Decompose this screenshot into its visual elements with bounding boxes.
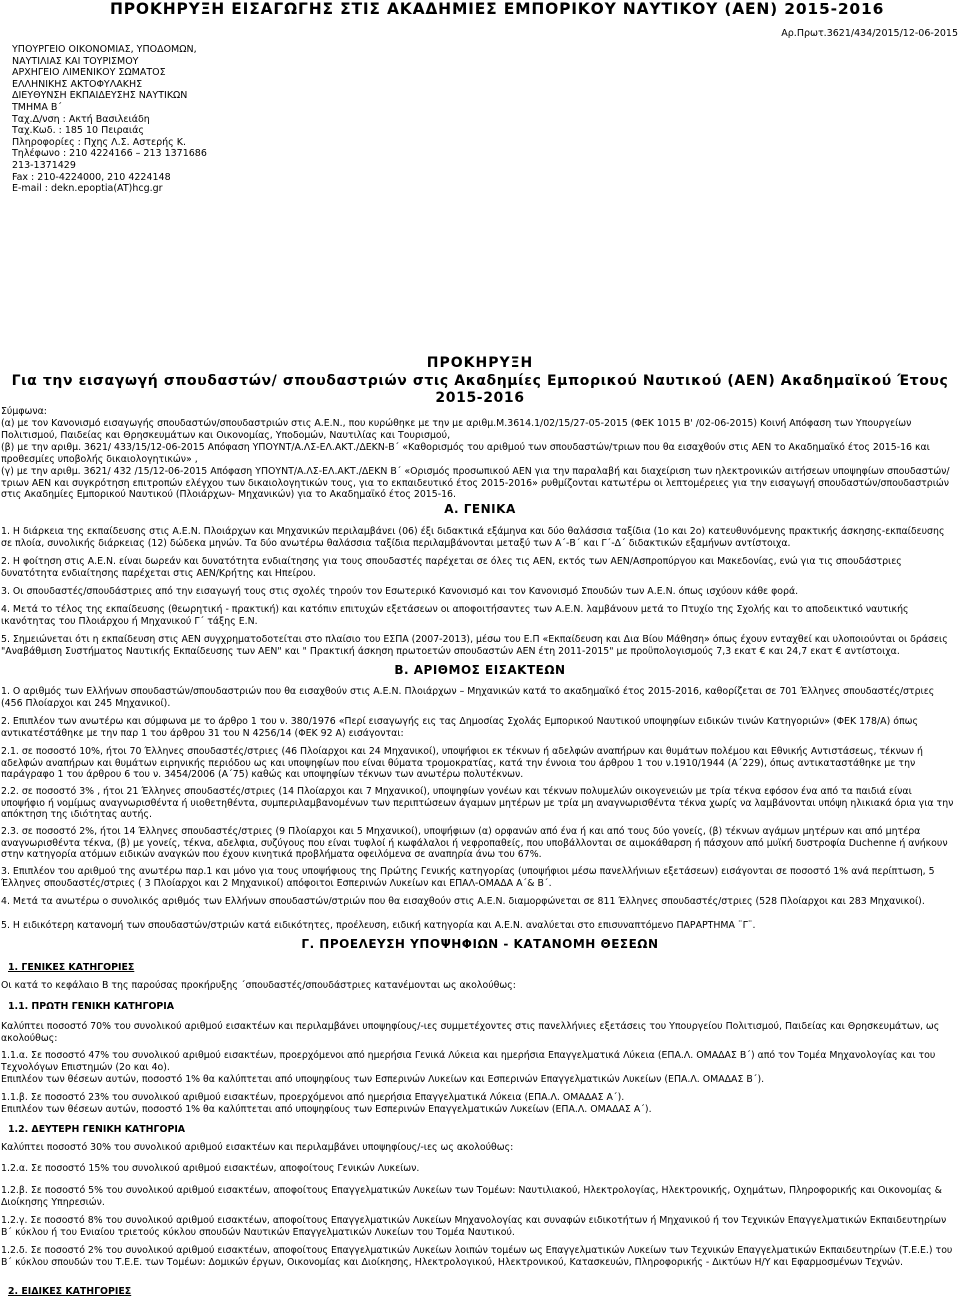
address-line: Ταχ.Κωδ. : 185 10 Πειραιάς bbox=[12, 125, 144, 137]
special-categories-heading: 2. ΕΙΔΙΚΕΣ ΚΑΤΗΓΟΡΙΕΣ bbox=[8, 1286, 132, 1297]
section-a-paragraph: 5. Σημειώνεται ότι η εκπαίδευση στις ΑΕΝ συγχρηματοδοτείται στο πλαίσιο του ΕΣΠΑ (2007-2013), μέσω του Ε.Π «Εκπαίδευση και Δια Βίου Μάθηση» όπως έχουν ενταχθεί και υλοποιούνται οι δράσεις "Αναβάθμιση Συστήματος Ναυτικής Εκπαίδευσης των ΑΕΝ" και " Πρακτική άσκηση πρωτοετών σπουδαστών ΑΕΝ έτη 2011-2015" με προϋπολογισμούς 7,3 εκατ € και 24,7 εκατ € αντίστοιχα. bbox=[1, 634, 948, 657]
address-line: Fax : 210-4224000, 210 4224148 bbox=[12, 171, 171, 183]
address-line: Πληροφορίες : Πχης Λ.Σ. Αστερής Κ. bbox=[12, 136, 186, 148]
section-a-paragraph: 4. Μετά το τέλος της εκπαίδευσης (θεωρητική - πρακτική) και κατόπιν επιτυχών εξετάσεων οι αποφοιτήσαντες των Α.Ε.Ν. λαμβάνουν μετά το Πτυχίο της Σχολής και το αποδεικτικό ναυτικής ικανότητας του Πλοιάρχου ή Μηχανικού Γ΄ τάξης Ε.Ν. bbox=[1, 604, 909, 627]
section-b-paragraph: 2.3. σε ποσοστό 2%, ήτοι 14 Έλληνες σπουδαστές/στριες (9 Πλοίαρχοι και 5 Μηχανικοί), υποψήφιων (α) ορφανών από ένα ή και από τους δύο γονείς, (β) τέκνων αγάμων μητέρων και από μητέρα αναγνωρισθέντα τέκνα, (β) με γονείς, τέκνα, αδελφια, συζύγους που είναι τυφλοί ή κωφάλαλοι ή νεφροπαθείς, που υποβάλλονται σε αιμοκάθαρση ή πάσχουν από μυϊκή δυστροφία Duchenne ή ανήκουν στην κατηγορία ατόμων ειδικών αναγκών που έχουν κινητικά προβλήματα οφειλόμενα σε αναπηρία άνω του 67%. bbox=[1, 826, 948, 861]
address-line: 213-1371429 bbox=[12, 159, 76, 171]
section-a-paragraph: 1. Η διάρκεια της εκπαίδευσης στις Α.Ε.Ν. Πλοιάρχων και Μηχανικών περιλαμβάνει (06) έξι διδακτικά εξάμηνα και δύο θαλάσσια ταξίδια (1ο και 2ο) κατευθυνόμενης πρακτικής άσκησης-εκπαίδευσης σε πλοία, συνολικής διάρκειας (12) δώδεκα μηνών. Τα δύο ανωτέρω θαλάσσια ταξίδια περιλαμβάνονται μεταξύ των Α΄-Β΄ και Γ΄-Δ΄ διδακτικών εξαμήνων αντίστοιχα. bbox=[1, 526, 945, 549]
section-a-paragraph: 2. Η φοίτηση στις Α.Ε.Ν. είναι δωρεάν και δυνατότητα ενδιαίτησης για τους σπουδαστές παρέχεται σε όλες τις ΑΕΝ, εκτός των ΑΕΝ/Ασπροπύργου και Μακεδονίας, ενώ για τις σπουδάστριες δυνατότητα ενδιαίτησης παρέχεται στις ΑΕΝ/Κρήτης και Ηπείρου. bbox=[1, 556, 902, 579]
address-line: ΝΑΥΤΙΛΙΑΣ ΚΑΙ ΤΟΥΡΙΣΜΟΥ bbox=[12, 55, 139, 67]
item-1-2-d: 1.2.δ. Σε ποσοστό 2% του συνολικού αριθμού εισακτέων, αποφοίτους Επαγγελματικών Λυκείων λοιπών τομέων ως Επαγγελματικών Λυκείων των Τεχνικών Επαγγελματικών Εκπαιδευτηρίων (Τ.Ε.Ε.) του Β΄ κύκλου σπουδών του Τ.Ε.Ε. των Τομέων: Δομικών έργων, Οικονομίας και Διοίκησης, Ηλεκτρολογικού, Ηλεκτρονικού, Κατασκευών, Πληροφορικής - Δικτύων Η/Υ και Εφαρμοσμένων Τεχνών. bbox=[1, 1245, 953, 1268]
document-title: ΠΡΟΚΗΡΥΞΗ ΕΙΣΑΓΩΓΗΣ ΣΤΙΣ ΑΚΑΔΗΜΙΕΣ ΕΜΠΟΡΙΚΟΥ ΝΑΥΤΙΚΟΥ (ΑΕΝ) 2015-2016 bbox=[110, 0, 885, 18]
announcement-heading: ΠΡΟΚΗΡΥΞΗ bbox=[426, 355, 534, 371]
section-b-title: Β. ΑΡΙΘΜΟΣ ΕΙΣΑΚΤΕΩΝ bbox=[394, 663, 566, 677]
protocol-number: Αρ.Πρωτ.3621/434/2015/12-06-2015 bbox=[781, 28, 958, 39]
address-line: ΔΙΕΥΘΥΝΣΗ ΕΚΠΑΙΔΕΥΣΗΣ ΝΑΥΤΙΚΩΝ bbox=[12, 90, 188, 102]
item-1-2-b: 1.2.β. Σε ποσοστό 5% του συνολικού αριθμού εισακτέων, αποφοίτους Επαγγελματικών Λυκείων των Τομέων: Ναυτιλιακού, Ηλεκτρολογίας, Ηλεκτρονικής, Οχημάτων, Πληροφορικής και Οικονομίας & Διοίκησης Υπηρεσιών. bbox=[1, 1185, 942, 1208]
item-1-2-c: 1.2.γ. Σε ποσοστό 8% του συνολικού αριθμού εισακτέων, αποφοίτους Επαγγελματικών Λυκείων Μηχανολογίας και συναφών ειδικοτήτων ή Μηχανικού ή τον Τεχνικών Επαγγελματικών Εκπαιδευτηρίων Β΄ κύκλου ή του Ενιαίου τριετούς κύκλου σπουδών Ναυτικών Επαγγελματικών Λυκείων του Τομέα Ναυτικού. bbox=[1, 1215, 947, 1238]
address-line: Τηλέφωνο : 210 4224166 – 213 1371686 bbox=[12, 148, 207, 160]
address-line: ΕΛΛΗΝΙΚΗΣ ΑΚΤΟΦΥΛΑΚΗΣ bbox=[12, 78, 143, 90]
item-1-2-a: 1.2.α. Σε ποσοστό 15% του συνολικού αριθμού εισακτέων, αποφοίτους Γενικών Λυκείων. bbox=[1, 1163, 420, 1174]
item-1-1-a-note: Επιπλέον των θέσεων αυτών, ποσοστό 1% θα καλύπτεται από υποψηφίους των Εσπερινών Λυκείων και Εσπερινών Επαγγελματικών Λυκείων (ΕΠΑ.Λ. ΟΜΑΔΑΣ Β΄). bbox=[1, 1074, 765, 1085]
email-line: E-mail : dekn.epoptia(AT)hcg.gr bbox=[12, 183, 163, 195]
intro-item-b: (β) με την αριθμ. 3621/ 433/15/12-06-2015 Απόφαση ΥΠΟΥΝΤ/Α.ΛΣ-ΕΛ.ΑΚΤ./ΔΕΚΝ-Β΄ «Καθορισμός του αριθμού των σπουδαστών/τριων που θα εισαχθούν στις ΑΕΝ το Ακαδημαϊκό έτος 2015-16 και προθεσμίες υποβολής δικαιολογητικών» , bbox=[1, 442, 930, 465]
section-b-paragraph: 2. Επιπλέον των ανωτέρω και σύμφωνα με το άρθρο 1 του ν. 380/1976 «Περί εισαγωγής εις τας Δημοσίας Σχολάς Εμπορικού Ναυτικού υποψηφίων ειδικών τινών Κατηγοριών» (ΦΕΚ 178/Α) όπως αντικατέστάθηκε με την παρ 1 του άρθρου 31 του Ν 4256/14 (ΦΕΚ 92 Α) εισάγονται: bbox=[1, 716, 918, 739]
general-categories-intro: Οι κατά το κεφάλαιο Β της παρούσας προκήρυξης ΄σπουδαστές/σπουδάστριες κατανέμονται ως ακολούθως: bbox=[1, 980, 516, 991]
second-general-category-heading: 1.2. ΔΕΥΤΕΡΗ ΓΕΝΙΚΗ ΚΑΤΗΓΟΡΙΑ bbox=[8, 1124, 186, 1135]
general-categories-heading: 1. ΓΕΝΙΚΕΣ ΚΑΤΗΓΟΡΙΕΣ bbox=[8, 962, 135, 973]
address-line: ΤΜΗΜΑ Β΄ bbox=[12, 101, 63, 113]
intro-item-a: (α) με τον Κανονισμό εισαγωγής σπουδαστών/σπουδαστριών στις Α.Ε.Ν., που κυρώθηκε με την με αριθμ.Μ.3614.1/02/15/27-05-2015 (ΦΕΚ 1015 Β' /02-06-2015) Κοινή Απόφαση των Υπουργείων Πολιτισμού, Παιδείας και Θρησκευμάτων και Οικονομίας, Υποδομών, Ναυτιλίας και Τουρισμού, bbox=[1, 418, 912, 441]
address-line: Ταχ.Δ/νση : Ακτή Βασιλειάδη bbox=[12, 113, 150, 125]
section-c-title: Γ. ΠΡΟΕΛΕΥΣΗ ΥΠΟΨΗΦΙΩΝ - ΚΑΤΑΝΟΜΗ ΘΕΣΕΩΝ bbox=[301, 937, 659, 951]
item-1-1-b-note: Επιπλέον των θέσεων αυτών, ποσοστό 1% θα καλύπτεται από υποψηφίους των Εσπερινών Επαγγελματικών Λυκείων (ΕΠΑ.Λ. ΟΜΑΔΑΣ Α΄). bbox=[1, 1104, 652, 1115]
second-general-category-text: Καλύπτει ποσοστό 30% του συνολικού αριθμού εισακτέων και περιλαμβάνει υποψηφίους/-ιες ως ακολούθως: bbox=[1, 1142, 514, 1153]
intro-item-c: (γ) με την αριθμ. 3621/ 432 /15/12-06-2015 Απόφαση ΥΠΟΥΝΤ/Α.ΛΣ-ΕΛ.ΑΚΤ./ΔΕΚΝ Β΄ «Ορισμός προσωπικού ΑΕΝ για την παραλαβή και διαχείριση των ηλεκτρονικών αιτήσεων υποψηφίων σπουδαστών/τριων ΑΕΝ και συγκρότηση επιτροπών ελέγχου των δικαιολογητικών τους, για το εκπαιδευτικό έτος 2015-2016» ρυθμίζονται κατωτέρω οι λεπτομέρειες για την εισαγωγή σπουδαστών/σπουδαστριών στις Ακαδημίες Εμπορικού Ναυτικού (Πλοιάρχων- Μηχανικών) για το Ακαδημαϊκό έτος 2015-16. bbox=[1, 466, 950, 501]
address-line: ΑΡΧΗΓΕΙΟ ΛΙΜΕΝΙΚΟΥ ΣΩΜΑΤΟΣ bbox=[12, 67, 166, 79]
item-1-1-a: 1.1.α. Σε ποσοστό 47% του συνολικού αριθμού εισακτέων, προερχόμενοι από ημερήσια Γενικά Λύκεια και ημερήσια Επαγγελματικά Λύκεια (ΕΠΑ.Λ. ΟΜΑΔΑΣ Β΄) από τον Τομέα Μηχανολογίας και του Τεχνολόγων Επιστημών (2ο και 4ο). bbox=[1, 1050, 936, 1073]
section-b-paragraph: 4. Μετά τα ανωτέρω ο συνολικός αριθμός των Ελλήνων σπουδαστών/στριών που θα εισαχθούν στις Α.Ε.Ν. διαμορφώνεται σε 811 Έλληνες σπουδαστές/στριες (528 Πλοίαρχοι και 283 Μηχανικοί). bbox=[1, 896, 925, 907]
intro-label: Σύμφωνα: bbox=[1, 406, 47, 417]
announcement-subheading: Για την εισαγωγή σπουδαστών/ σπουδαστριών στις Ακαδημίες Εμπορικού Ναυτικού (ΑΕΝ) Ακαδημαϊκού Έτους 2015-2016 bbox=[11, 373, 949, 406]
section-a-title: Α. ΓΕΝΙΚΑ bbox=[444, 502, 516, 516]
sender-address-block bbox=[12, 44, 207, 195]
section-b-paragraph: 2.2. σε ποσοστό 3% , ήτοι 21 Έλληνες σπουδαστές/στριες (14 Πλοίαρχοι και 7 Μηχανικοί), υποψηφίων γονέων και τέκνων πολυμελών οικογενειών με τρία τέκνα εφόσον ένα από τα παιδιά είναι υποψήφιο ή νομίμως αναγνωρισθέντα ή υιοθετηθέντα, συμπεριλαμβανομένων των περιπτώσεων άγαμων μητέρων με τρία μη αναγνωρισθέντα τέκνα χωρίς να λαμβάνονται υπόψη ηλικιακά όρια για την απόκτηση της ιδιότητας αυτής. bbox=[1, 786, 954, 821]
section-b-paragraph: 2.1. σε ποσοστό 10%, ήτοι 70 Έλληνες σπουδαστές/στριες (46 Πλοίαρχοι και 24 Μηχανικοί), υποψήφιοι εκ τέκνων ή αδελφών αναπήρων και θυμάτων πολέμου και Εθνικής Αντιστάσεως, τέκνων ή αδελφών αναπήρων και θυμάτων ειρηνικής περιόδου ως και υποψηφίων που είναι θύματα τρομοκρατίας, κατά την έννοια του άρθρου 1 του ν.1910/1944 (Α΄229), όπως αντικαταστάθηκε με την παράγραφο 1 του άρθρου 6 του ν. 3454/2006 (Α΄75) καθώς και υποψηφίων τέκνων των ανωτέρω πολυτέκνων. bbox=[1, 746, 923, 781]
section-b-paragraph: 5. Η ειδικότερη κατανομή των σπουδαστών/στριών κατά ειδικότητες, προέλευση, ειδική κατηγορία και Α.Ε.Ν. αναλύεται στο επισυναπτόμενο ΠΑΡΑΡΤΗΜΑ ¨Γ¨. bbox=[1, 920, 756, 931]
first-general-category-heading: 1.1. ΠΡΩΤΗ ΓΕΝΙΚΗ ΚΑΤΗΓΟΡΙΑ bbox=[8, 1001, 175, 1012]
first-general-category-text: Καλύπτει ποσοστό 70% του συνολικού αριθμού εισακτέων και περιλαμβάνει υποψηφίους/-ιες συμμετέχοντες στις πανελλήνιες εξετάσεις του Υπουργείου Πολιτισμού, Παιδείας και Θρησκευμάτων, ως ακολούθως: bbox=[1, 1021, 940, 1044]
section-a-paragraph: 3. Οι σπουδαστές/σπουδάστριες από την εισαγωγή τους στις σχολές τηρούν τον Εσωτερικό Κανονισμό και τον Κανονισμό Σπουδών των Α.Ε.Ν. όπως ισχύουν κάθε φορά. bbox=[1, 586, 799, 597]
section-b-paragraph: 3. Επιπλέον του αριθμού της ανωτέρω παρ.1 και μόνο για τους υποψήφιους της Πρώτης Γενικής κατηγορίας (υποψήφιοι μέσω πανελλήνιων εξετάσεων) εισάγονται σε ποσοστό 1% ανά περίπτωση, 5 Έλληνες σπουδαστές/στριες ( 3 Πλοίαρχοι και 2 Μηχανικοί) απόφοιτοι Εσπερινών Λυκείων και ΕΠΑΛ-ΟΜΑΔΑ Α΄& Β΄. bbox=[1, 866, 935, 889]
address-line: ΥΠΟΥΡΓΕΙΟ ΟΙΚΟΝΟΜΙΑΣ, ΥΠΟΔΟΜΩΝ, bbox=[12, 44, 197, 55]
item-1-1-b: 1.1.β. Σε ποσοστό 23% του συνολικού αριθμού εισακτέων, προερχόμενοι από ημερήσια Επαγγελματικά Λύκεια (ΕΠΑ.Λ. ΟΜΑΔΑΣ Α΄). bbox=[1, 1092, 625, 1103]
section-b-paragraph: 1. Ο αριθμός των Ελλήνων σπουδαστών/σπουδαστριών που θα εισαχθούν στις Α.Ε.Ν. Πλοιάρχων – Μηχανικών κατά το ακαδημαϊκό έτος 2015-2016, καθορίζεται σε 701 Έλληνες σπουδαστές/στριες (456 Πλοίαρχοι και 245 Μηχανικοί). bbox=[1, 686, 935, 709]
